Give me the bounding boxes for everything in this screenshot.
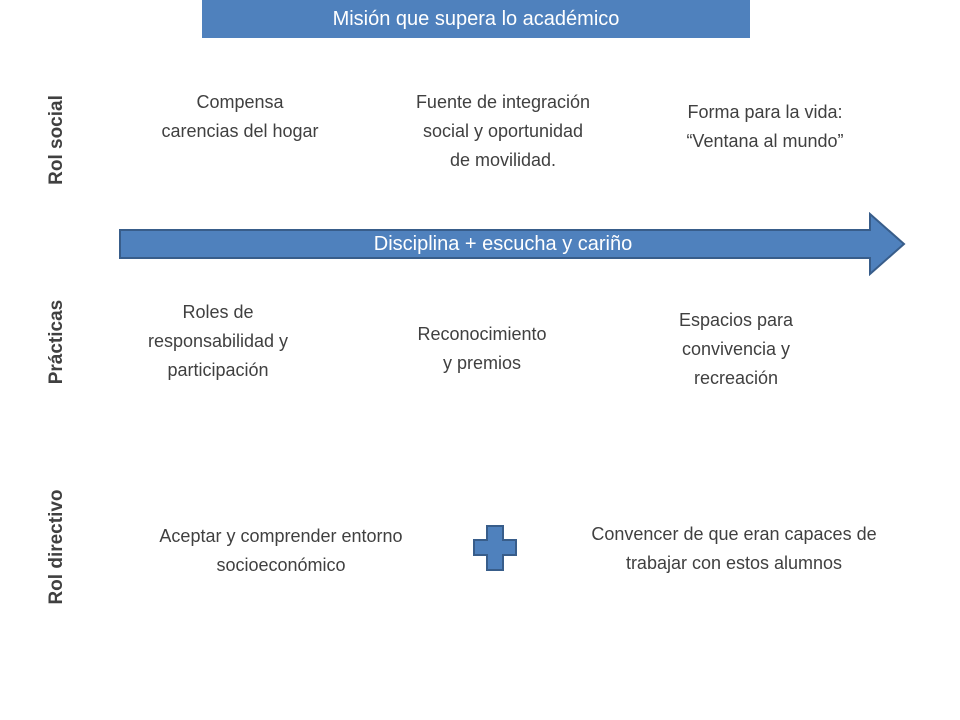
text-line: carencias del hogar — [161, 121, 319, 141]
text-line: Roles de — [182, 302, 254, 322]
text-line: Aceptar y comprender entorno — [159, 526, 403, 546]
text-line: Convencer de que eran capaces de — [591, 524, 877, 544]
directivo-item-convencer — [556, 520, 912, 578]
practicas-item-espacios — [636, 306, 836, 393]
row-label-rol-directivo: Rol directivo — [46, 489, 67, 605]
title-text: Misión que supera lo académico — [332, 7, 620, 30]
social-item-compensa — [130, 88, 350, 146]
text-line: socioeconómico — [216, 555, 346, 575]
directivo-item-aceptar — [118, 522, 444, 580]
text-line: convivencia y — [681, 339, 791, 359]
row-label-rol-social: Rol social — [46, 95, 67, 185]
text-line: Fuente de integración — [415, 92, 591, 112]
practicas-item-roles — [112, 298, 324, 385]
text-line: Compensa — [196, 92, 284, 112]
text-line: Forma para la vida: — [687, 102, 843, 122]
text-line: participación — [167, 360, 269, 380]
social-item-ventana — [640, 98, 890, 156]
text-line: social y oportunidad — [422, 121, 584, 141]
text-line: “Ventana al mundo” — [686, 131, 844, 151]
arrow-label: Disciplina + escucha y cariño — [373, 233, 633, 255]
text-line: trabajar con estos alumnos — [625, 553, 843, 573]
text-line: de movilidad. — [449, 150, 557, 170]
row-label-practicas: Prácticas — [46, 299, 67, 385]
social-item-integracion — [378, 88, 628, 175]
title-banner — [202, 0, 750, 38]
text-line: y premios — [442, 353, 522, 373]
practicas-item-reconocimiento — [382, 320, 582, 378]
text-line: Espacios para — [678, 310, 794, 330]
text-line: recreación — [693, 368, 779, 388]
text-line: Reconocimiento — [417, 324, 547, 344]
text-line: responsabilidad y — [147, 331, 289, 351]
plus-icon — [472, 524, 518, 572]
